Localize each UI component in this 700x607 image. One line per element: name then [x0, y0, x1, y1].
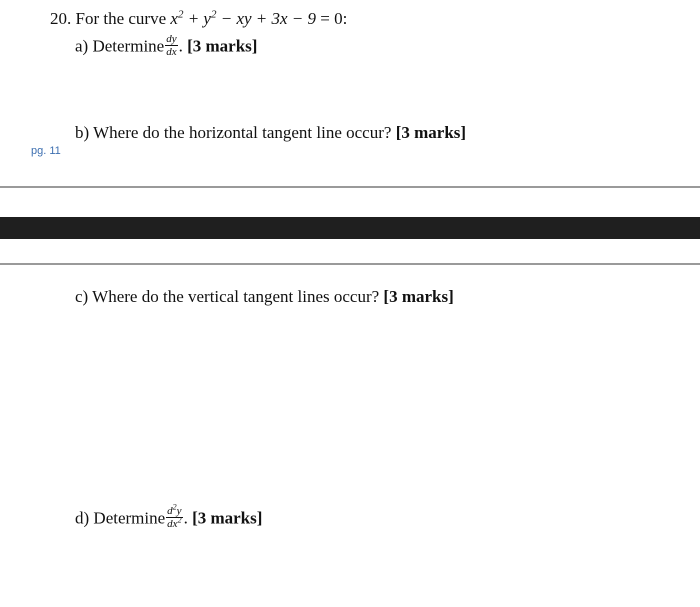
part-d-marks: [3 marks] — [192, 508, 263, 528]
dy-dx-fraction: $\frac{dy}{dx}$ — [166, 33, 177, 58]
part-a-label: a) — [75, 36, 89, 56]
part-a-marks: [3 marks] — [187, 36, 258, 56]
part-b-text: Where do the horizontal tangent line occur? — [93, 123, 392, 142]
page-divider-top — [0, 186, 700, 188]
part-b — [75, 123, 466, 143]
part-d-text: Determine — [93, 508, 166, 528]
part-d-label: d) — [75, 508, 90, 528]
part-c-text: Where do the vertical tangent lines occur? — [92, 287, 380, 306]
page-label: pg. 11 — [31, 145, 61, 157]
question-intro: For the curve — [75, 9, 167, 28]
d2y-dx2-fraction: $\frac{d^2y}{dx^2}$ — [167, 502, 182, 530]
part-b-label: b) — [75, 123, 90, 142]
equation-suffix: = 0: — [320, 9, 348, 28]
question-number: 20. — [50, 9, 72, 28]
question-heading — [50, 9, 347, 29]
curve-equation: $x^2 + y^2$ − xy + 3x − 9 — [170, 8, 317, 28]
part-b-marks: [3 marks] — [395, 123, 467, 142]
part-c-marks: [3 marks] — [383, 287, 454, 306]
part-d: d) Determine $\frac{d^2y}{dx^2}$ . [3 marks] — [75, 502, 263, 530]
page-divider-bottom — [0, 263, 700, 265]
page-gap-bar — [0, 217, 700, 239]
part-a: a) Determine $\frac{dy}{dx}$ . [3 marks] — [75, 33, 258, 58]
part-c-label: c) — [75, 287, 89, 306]
part-c — [75, 287, 454, 307]
part-a-text: Determine — [92, 36, 165, 56]
